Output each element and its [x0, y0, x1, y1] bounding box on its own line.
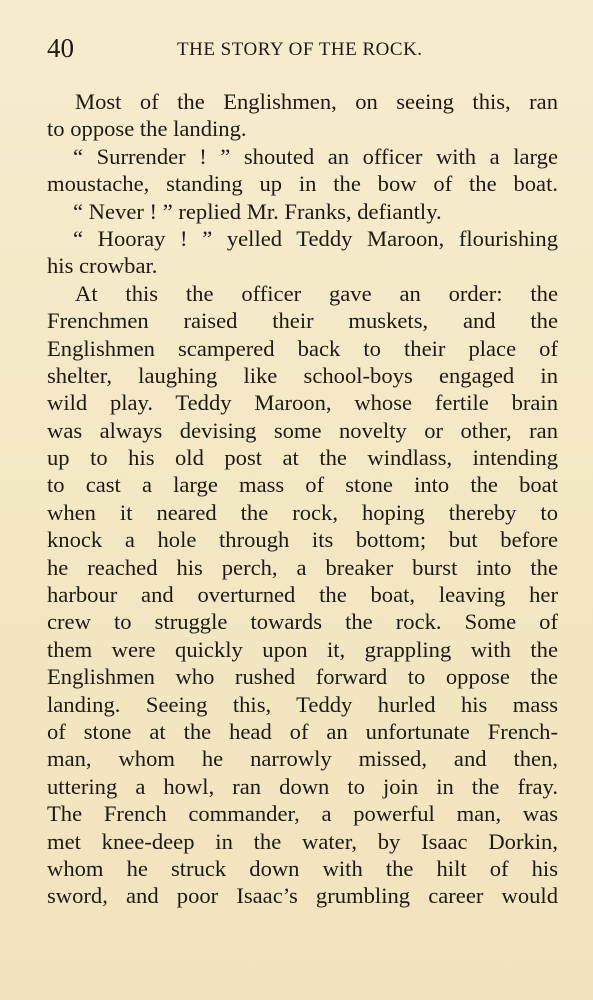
- text-line: he reached his perch, a breaker burst into the: [47, 554, 558, 580]
- text-line: shelter, laughing like school-boys engaged in: [47, 362, 558, 388]
- text-line: whom he struck down with the hilt of his: [47, 855, 558, 881]
- body-text: [47, 88, 558, 910]
- text-line: wild play. Teddy Maroon, whose fertile brain: [47, 390, 558, 416]
- text-line: Englishmen who rushed forward to oppose the: [47, 664, 558, 690]
- text-line: At this the officer gave an order: the: [75, 280, 558, 306]
- page-header: [47, 28, 558, 68]
- text-line: knock a hole through its bottom; but before: [47, 527, 558, 553]
- text-line: them were quickly upon it, grappling with the: [47, 636, 558, 662]
- text-line: “ Hooray ! ” yelled Teddy Maroon, flourishing: [73, 225, 558, 251]
- text-line: crew to struggle towards the rock. Some of: [47, 609, 558, 635]
- text-line: of stone at the head of an unfortunate French-: [47, 718, 558, 744]
- text-line: “ Surrender ! ” shouted an officer with a large: [73, 143, 558, 169]
- text-line: Frenchmen raised their muskets, and the: [47, 308, 558, 334]
- text-line: up to his old post at the windlass, intending: [47, 445, 558, 471]
- text-line: to oppose the landing.: [47, 116, 247, 142]
- text-line: was always devising some novelty or other, ran: [47, 417, 558, 443]
- text-line: his crowbar.: [47, 253, 158, 279]
- text-line: Most of the Englishmen, on seeing this, ran: [75, 89, 558, 114]
- text-line: man, whom he narrowly missed, and then,: [47, 746, 558, 772]
- text-line: Englishmen scampered back to their place of: [47, 335, 558, 361]
- running-title: THE STORY OF THE ROCK.: [177, 39, 423, 60]
- text-line: moustache, standing up in the bow of the boat.: [47, 171, 558, 197]
- text-line: harbour and overturned the boat, leaving her: [47, 582, 558, 608]
- text-line: met knee-deep in the water, by Isaac Dorkin,: [47, 828, 558, 854]
- text-line: to cast a large mass of stone into the boat: [47, 472, 558, 498]
- text-line: landing. Seeing this, Teddy hurled his mass: [47, 691, 558, 717]
- text-line: sword, and poor Isaac’s grumbling career would: [47, 883, 558, 909]
- page-number: 40: [47, 33, 74, 63]
- text-line: when it neared the rock, hoping thereby to: [47, 499, 558, 525]
- text-line: uttering a howl, ran down to join in the fray.: [47, 773, 558, 799]
- text-line: “ Never ! ” replied Mr. Franks, defiantly.: [73, 198, 442, 224]
- text-line: The French commander, a powerful man, was: [47, 801, 558, 827]
